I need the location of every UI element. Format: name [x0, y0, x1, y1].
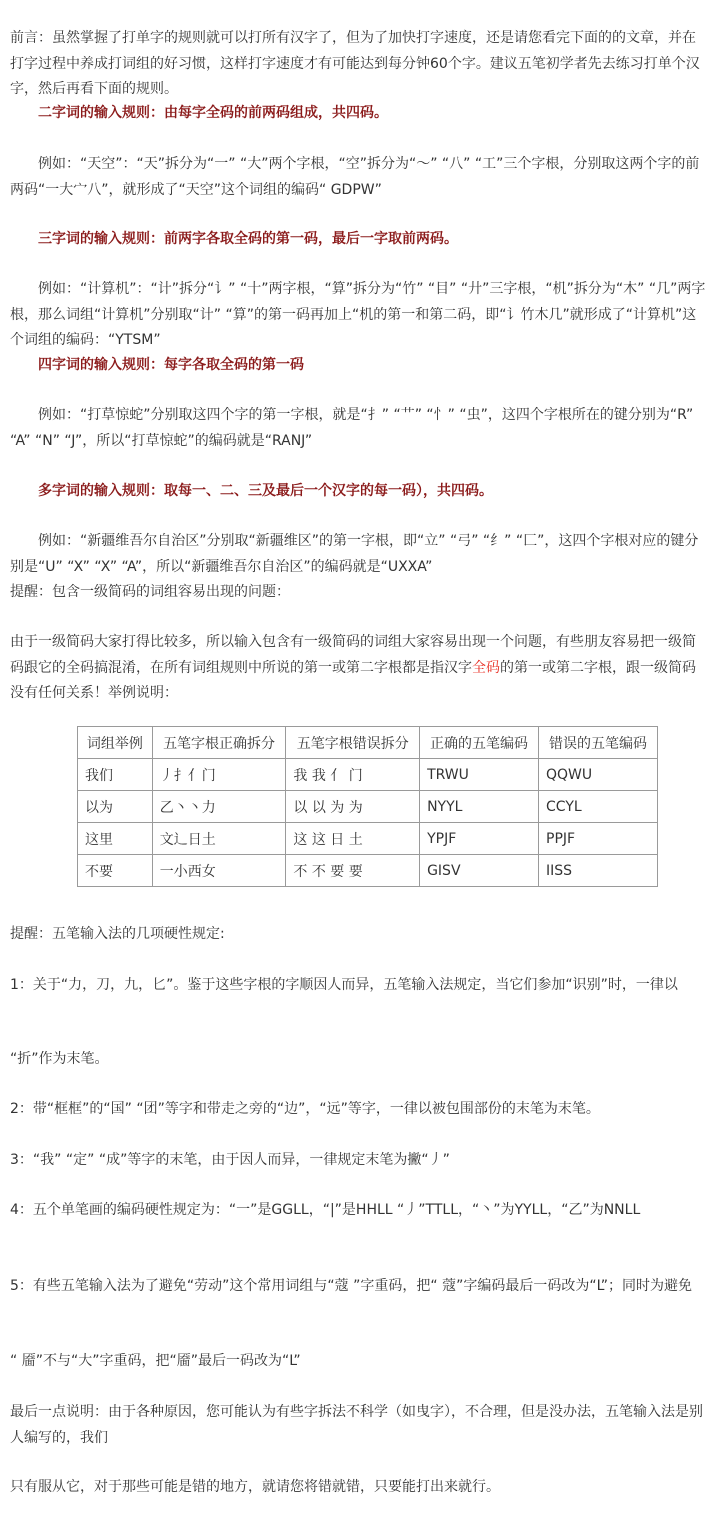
table-cell: GISV: [420, 855, 539, 887]
rule-item-5-cont: “ 靥”不与“大”字重码，把“靥”最后一码改为“L”: [10, 1353, 301, 1369]
rule-multi-char-example: 例如：“新疆维吾尔自治区”分别取“新疆维区”的第一字根，即“立” “弓” “纟” “匚”，这四个字根对应的键分别是“U” “X” “X” “A”，所以“新疆维吾尔自治区”的编码就是“UXXA”: [10, 533, 699, 575]
table-cell: IISS: [539, 855, 658, 887]
table-cell: 我们: [78, 759, 153, 791]
rule-item-5: 5：有些五笔输入法为了避免“劳动”这个常用词组与“蔻 ”字重码，把“ 蔻”字编码最后一码改为“L”；同时为避免: [10, 1278, 692, 1294]
reminder-rules: 提醒：五笔输入法的几项硬性规定:: [10, 926, 225, 942]
table-cell: PPJF: [539, 823, 658, 855]
rule-four-char-example: 例如：“打草惊蛇”分别取这四个字的第一字根，就是“扌” “艹” “忄” “虫”，这四个字根所在的键分别为“R” “A” “N” “J”，所以“打草惊蛇”的编码就是“RANJ”: [10, 407, 694, 449]
rule-item-2: 2：带“框框”的“国” “团”等字和带走之旁的“边”，“远”等字，一律以被包围部份的末笔为末笔。: [10, 1101, 600, 1117]
table-header-row: [78, 727, 658, 759]
example-table: [77, 726, 658, 887]
table-cell: YPJF: [420, 823, 539, 855]
rule-two-char-example: 例如：“天空”：“天”拆分为“一” “大”两个字根，“空”拆分为“～” “八” “工”三个字根，分别取这两个字的前两码“一大宀八”，就形成了“天空”这个词组的编码“ GDPW”: [10, 156, 700, 198]
final-note-cont: 只有服从它，对于那些可能是错的地方，就请您将错就错，只要能打出来就行。: [10, 1479, 500, 1495]
table-cell: 以 以 为 为: [286, 791, 420, 823]
table-header-cell: 五笔字根正确拆分: [152, 727, 286, 759]
table-header-cell: 正确的五笔编码: [420, 727, 539, 759]
table-row: [78, 791, 658, 823]
table-cell: 以为: [78, 791, 153, 823]
problem-text-before: 由于一级简码大家打得比较多，所以输入包含有一级简码的词组大家容易出现一个问题，有些朋友容易把一级简码跟它的全码搞混淆，在所有词组规则中所说的第一或第二字根都是指汉字: [10, 634, 696, 676]
table-cell: 文辶日土: [152, 823, 286, 855]
problem-text-after: 的第一或第二字根，跟一级简码没有任何关系！举例说明：: [10, 659, 696, 702]
rule-two-char-title: 二字词的输入规则：由每字全码的前两码组成，共四码。: [38, 105, 388, 121]
rule-multi-char-title: 多字词的输入规则：取每一、二、三及最后一个汉字的每一码），共四码。: [38, 483, 493, 499]
table-cell: CCYL: [539, 791, 658, 823]
table-row: [78, 855, 658, 887]
reminder-jianma: 提醒：包含一级简码的词组容易出现的问题：: [10, 584, 290, 600]
rule-three-char-title: 三字词的输入规则：前两字各取全码的第一码，最后一字取前两码。: [38, 231, 458, 247]
intro-paragraph: 前言：虽然掌握了打单字的规则就可以打所有汉字了，但为了加快打字速度，还是请您看完下面的的文章，并在打字过程中养成打词组的好习惯，这样打字速度才有可能达到每分钟60个字。建议五笔初学者先去练习打单个汉字，然后再看下面的规则。: [10, 30, 700, 98]
final-note: 最后一点说明：由于各种原因，您可能认为有些字拆法不科学（如曳字），不合理，但是没办法，五笔输入法是别人编写的，我们: [10, 1404, 703, 1446]
rule-four-char-title: 四字词的输入规则：每字各取全码的第一码: [38, 357, 304, 373]
table-cell: 这 这 日 土: [286, 823, 420, 855]
table-cell: TRWU: [420, 759, 539, 791]
table-cell: 这里: [78, 823, 153, 855]
table-row: [78, 823, 658, 855]
table-cell: 不 不 要 要: [286, 855, 420, 887]
rule-three-char-example: 例如：“计算机”：“计”拆分“讠” “十”两字根，“算”拆分为“竹” “目” “廾”三字根，“机”拆分为“木” “几”两字根，那么词组“计算机”分别取“计” “算”的第一码再加上“机的第一和第二码，即“讠竹木几”就形成了“计算机”这个词组的编码：“YTSM”: [10, 281, 706, 349]
table-header-cell: 错误的五笔编码: [539, 727, 658, 759]
rule-item-3: 3：“我” “定” “成”等字的末笔，由于因人而异，一律规定末笔为撇“丿”: [10, 1152, 450, 1168]
rule-item-1-cont: “折”作为末笔。: [10, 1051, 109, 1067]
table-cell: 丿扌亻门: [152, 759, 286, 791]
quanma-link[interactable]: 全码: [472, 659, 500, 676]
rule-item-4: 4：五个单笔画的编码硬性规定为：“一”是GGLL，“|”是HHLL “丿”TTLL，“丶”为YYLL，“乙”为NNLL: [10, 1202, 641, 1218]
table-header-cell: 词组举例: [78, 727, 153, 759]
table-cell: NYYL: [420, 791, 539, 823]
table-cell: 我 我 亻 门: [286, 759, 420, 791]
table-cell: QQWU: [539, 759, 658, 791]
table-row: [78, 759, 658, 791]
problem-paragraph: [10, 630, 708, 707]
table-cell: 乙丶丶力: [152, 791, 286, 823]
table-header-cell: 五笔字根错误拆分: [286, 727, 420, 759]
table-cell: 一小西女: [152, 855, 286, 887]
rule-item-1: 1：关于“力，刀，九，匕”。鉴于这些字根的字顺因人而异，五笔输入法规定，当它们参加“识别”时，一律以: [10, 977, 678, 993]
table-cell: 不要: [78, 855, 153, 887]
